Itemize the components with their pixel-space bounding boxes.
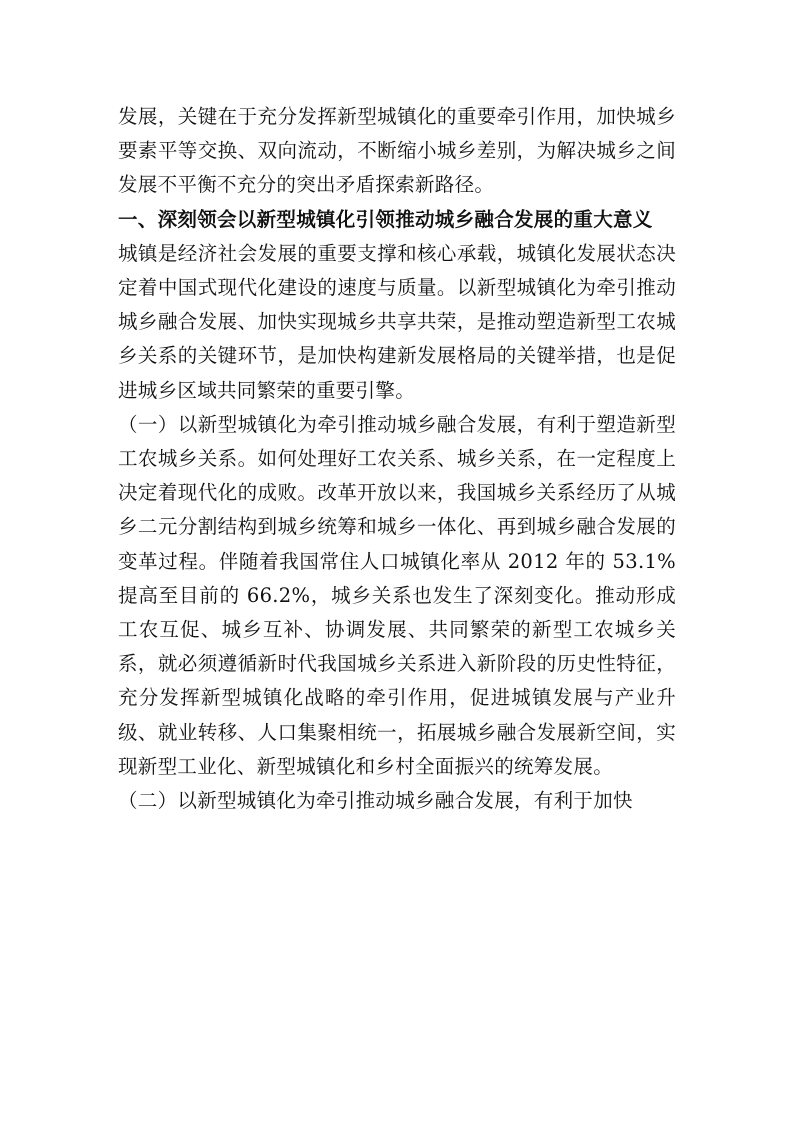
paragraph-intro-continuation: 发展，关键在于充分发挥新型城镇化的重要牵引作用，加快城乡要素平等交换、双向流动，不断缩小城乡差别，为解决城乡之间发展不平衡不充分的突出矛盾探索新路径。 (118, 105, 676, 197)
document-body (118, 100, 676, 818)
paragraph-urbanization-significance: 城镇是经济社会发展的重要支撑和核心承载，城镇化发展状态决定着中国式现代化建设的速度与质量。以新型城镇化为牵引推动城乡融合发展、加快实现城乡共享共荣，是推动塑造新型工农城乡关系的关键环节，是加快构建新发展格局的关键举措，也是促进城乡区域共同繁荣的重要引擎。 (118, 241, 676, 402)
paragraph-point-1: （一）以新型城镇化为牵引推动城乡融合发展，有利于塑造新型工农城乡关系。如何处理好工农关系、城乡关系，在一定程度上决定着现代化的成败。改革开放以来，我国城乡关系经历了从城乡二元分割结构到城乡统筹和城乡一体化、再到城乡融合发展的变革过程。伴随着我国常住人口城镇化率从 2012 年的 53.1%提高至目前的 66.2%，城乡关系也发生了深刻变化。推动形成工农互促、城乡互补、协调发展、共同繁荣的新型工农城乡关系，就必须遵循新时代我国城乡关系进入新阶段的历史性特征，充分发挥新型城镇化战略的牵引作用，促进城镇发展与产业升级、就业转移、人口集聚相统一，拓展城乡融合发展新空间，实现新型工业化、新型城镇化和乡村全面振兴的统筹发展。 (118, 412, 676, 778)
section-heading-1: 一、深刻领会以新型城镇化引领推动城乡融合发展的重大意义 (118, 207, 653, 231)
paragraph-point-2: （二）以新型城镇化为牵引推动城乡融合发展，有利于加快 (118, 789, 633, 813)
